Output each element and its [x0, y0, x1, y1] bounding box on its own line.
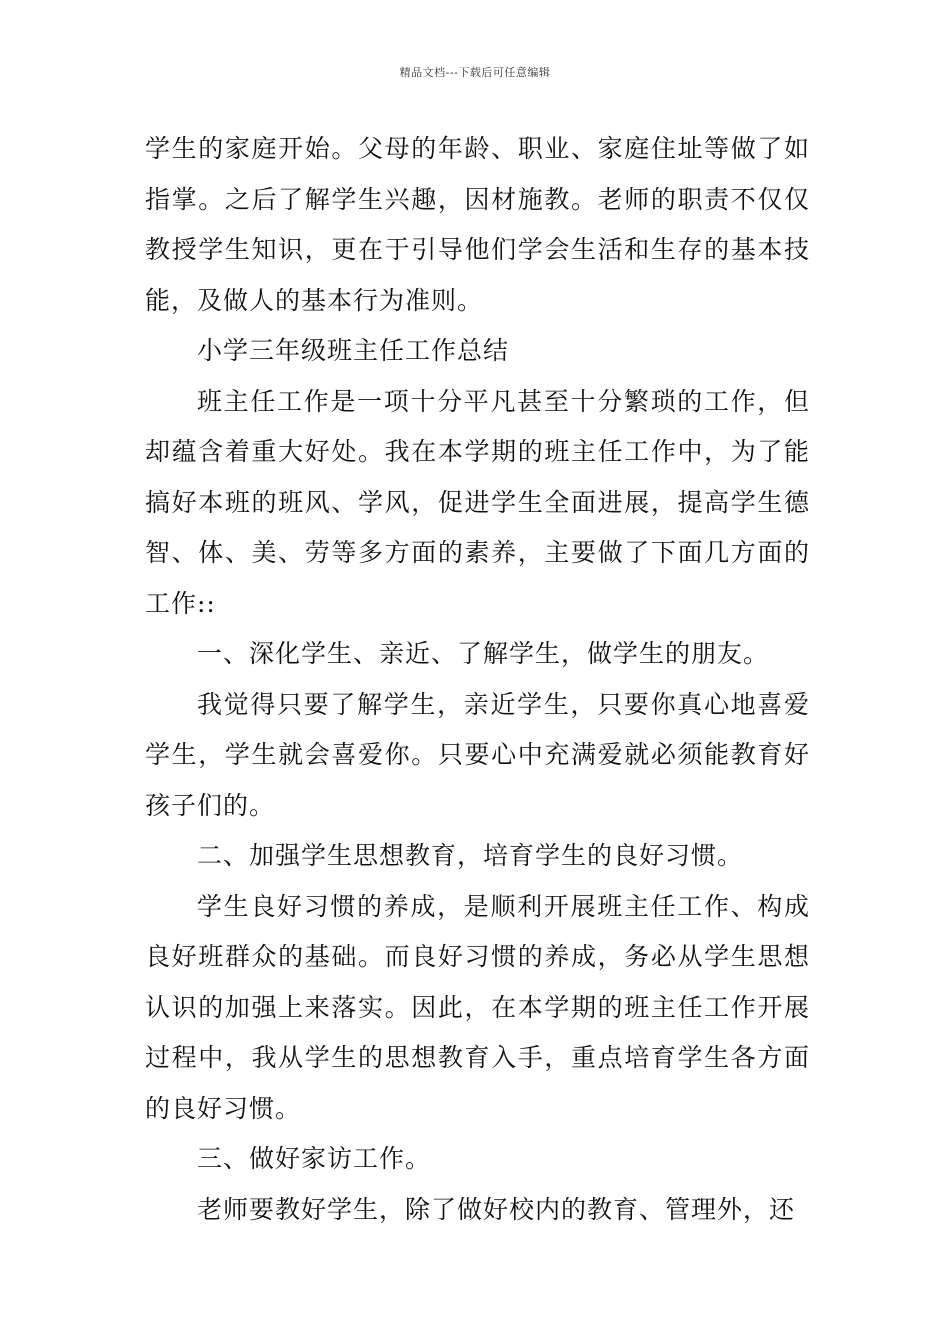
page-header: 精品文档---下载后可任意编辑 [399, 66, 551, 79]
section-title: 小学三年级班主任工作总结 [197, 336, 510, 365]
paragraph-1: 学生的家庭开始。父母的年龄、职业、家庭住址等做了如指掌。之后了解学生兴趣，因材施教。老师的职责不仅仅教授学生知识，更在于引导他们学会生活和生存的基本技能，及做人的基本行为准则。 [145, 134, 810, 315]
heading-1: 一、深化学生、亲近、了解学生，做学生的朋友。 [197, 639, 770, 668]
heading-2: 二、加强学生思想教育，培育学生的良好习惯。 [197, 841, 744, 870]
document-body [145, 124, 810, 1235]
heading-3: 三、做好家访工作。 [197, 1144, 432, 1173]
paragraph-4: 学生良好习惯的养成，是顺利开展班主任工作、构成良好班群众的基础。而良好习惯的养成，务必从学生思想认识的加强上来落实。因此，在本学期的班主任工作开展过程中，我从学生的思想教育入手，重点培育学生各方面的良好习惯。 [145, 891, 810, 1123]
paragraph-3: 我觉得只要了解学生，亲近学生，只要你真心地喜爱学生，学生就会喜爱你。只要心中充满爱就必须能教育好孩子们的。 [145, 689, 810, 820]
paragraph-5: 老师要教好学生，除了做好校内的教育、管理外，还 [197, 1194, 796, 1224]
paragraph-2: 班主任工作是一项十分平凡甚至十分繁琐的工作，但却蕴含着重大好处。我在本学期的班主任工作中，为了能搞好本班的班风、学风，促进学生全面进展，提高学生德智、体、美、劳等多方面的素养，主要做了下面几方面的工作:: [145, 386, 810, 618]
